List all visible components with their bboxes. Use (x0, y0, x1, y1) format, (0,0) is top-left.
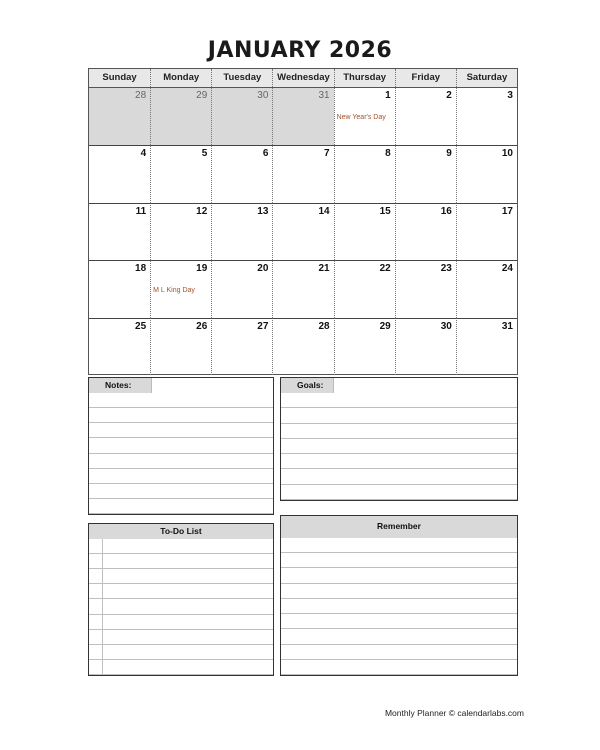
ruled-line[interactable] (281, 454, 517, 469)
remember-header: Remember (281, 516, 517, 538)
day-number: 27 (257, 320, 269, 332)
day-number: 14 (318, 205, 330, 217)
day-number: 9 (446, 148, 452, 160)
weekday-tuesday: Tuesday (211, 69, 272, 87)
ruled-line[interactable] (281, 660, 517, 675)
holiday-label: M L King Day (153, 287, 195, 295)
day-number: 8 (385, 148, 391, 160)
remember-box (280, 515, 518, 676)
ruled-line[interactable] (281, 485, 517, 500)
day-cell (456, 145, 517, 202)
ruled-line[interactable] (89, 569, 273, 584)
day-cell (150, 145, 211, 202)
day-number: 16 (440, 205, 452, 217)
todo-checkbox[interactable] (89, 584, 103, 598)
day-cell (334, 318, 395, 375)
day-number: 7 (324, 148, 330, 160)
todo-checkbox[interactable] (89, 630, 103, 644)
ruled-line[interactable] (89, 554, 273, 569)
ruled-line[interactable] (89, 645, 273, 660)
prev-month-day-cell (150, 88, 211, 145)
day-cell (456, 260, 517, 317)
remember-lines (281, 538, 517, 675)
month-calendar (88, 68, 518, 375)
day-cell (211, 145, 272, 202)
ruled-line[interactable] (89, 539, 273, 554)
weekday-sunday: Sunday (89, 69, 150, 87)
day-number: 20 (257, 263, 269, 275)
weekday-saturday: Saturday (456, 69, 517, 87)
day-cell (89, 260, 150, 317)
goals-label: Goals: (297, 380, 324, 390)
day-cell (89, 203, 150, 260)
day-cell (211, 260, 272, 317)
day-cell (272, 260, 333, 317)
ruled-line[interactable] (89, 469, 273, 484)
todo-checkbox[interactable] (89, 660, 103, 674)
todo-checkbox[interactable] (89, 554, 103, 568)
day-number: 13 (257, 205, 269, 217)
ruled-line[interactable] (89, 408, 273, 423)
day-cell (211, 203, 272, 260)
day-cell (395, 88, 456, 145)
notes-header (89, 378, 273, 393)
ruled-line[interactable] (89, 599, 273, 614)
day-cell (150, 260, 211, 317)
prev-month-day-cell (211, 88, 272, 145)
day-cell (150, 318, 211, 375)
day-number: 28 (135, 90, 147, 101)
ruled-line[interactable] (89, 499, 273, 514)
page-title: JANUARY 2026 (207, 38, 393, 63)
ruled-line[interactable] (281, 599, 517, 614)
ruled-line[interactable] (281, 408, 517, 423)
day-number: 18 (135, 263, 147, 275)
day-number: 11 (135, 205, 147, 217)
day-cell (334, 145, 395, 202)
ruled-line[interactable] (281, 553, 517, 568)
ruled-line[interactable] (89, 423, 273, 438)
todo-checkbox[interactable] (89, 569, 103, 583)
weekday-header-row (89, 69, 517, 88)
day-number: 5 (201, 148, 208, 160)
day-cell (395, 203, 456, 260)
day-number: 29 (196, 90, 208, 101)
notes-box (88, 377, 274, 515)
day-number: 31 (501, 320, 513, 332)
todo-header: To-Do List (89, 524, 273, 539)
day-number: 24 (501, 263, 513, 275)
day-cell (395, 260, 456, 317)
day-cell (334, 203, 395, 260)
day-cell (150, 203, 211, 260)
day-number: 12 (196, 205, 208, 217)
weekday-wednesday: Wednesday (272, 69, 333, 87)
day-number: 31 (318, 90, 330, 101)
weekday-thursday: Thursday (334, 69, 395, 87)
day-cell (395, 318, 456, 375)
day-cell (211, 318, 272, 375)
day-number: 3 (507, 90, 513, 101)
day-number: 2 (446, 90, 452, 101)
day-cell (456, 318, 517, 375)
day-number: 25 (135, 320, 147, 332)
goals-lines (281, 393, 517, 500)
day-number: 23 (440, 263, 452, 275)
ruled-line[interactable] (281, 439, 517, 454)
ruled-line[interactable] (281, 424, 517, 439)
day-number: 29 (379, 320, 391, 332)
day-number: 10 (501, 148, 513, 160)
day-cell (272, 145, 333, 202)
day-cell (272, 203, 333, 260)
ruled-line[interactable] (281, 645, 517, 660)
day-number: 1 (385, 90, 391, 101)
todo-box (88, 523, 274, 676)
ruled-line[interactable] (89, 438, 273, 453)
todo-checkbox[interactable] (89, 539, 103, 553)
calendar-grid (89, 88, 517, 375)
prev-month-day-cell (272, 88, 333, 145)
ruled-line[interactable] (89, 393, 273, 408)
todo-lines (89, 539, 273, 675)
ruled-line[interactable] (89, 630, 273, 645)
ruled-line[interactable] (281, 469, 517, 484)
ruled-line[interactable] (281, 614, 517, 629)
ruled-line[interactable] (89, 660, 273, 675)
day-cell (334, 260, 395, 317)
ruled-line[interactable] (89, 454, 273, 469)
notes-label: Notes: (105, 380, 132, 390)
day-cell (395, 145, 456, 202)
day-cell (89, 145, 150, 202)
day-number: 4 (140, 148, 147, 160)
day-cell (334, 88, 395, 145)
day-cell (456, 203, 517, 260)
weekday-friday: Friday (395, 69, 456, 87)
footer-credit: Monthly Planner © calendarlabs.com (384, 708, 524, 718)
day-number: 17 (501, 205, 513, 217)
ruled-line[interactable] (89, 615, 273, 630)
day-number: 30 (257, 90, 269, 101)
ruled-line[interactable] (281, 629, 517, 644)
day-cell (456, 88, 517, 145)
goals-header (281, 378, 517, 393)
day-number: 26 (196, 320, 208, 332)
todo-checkbox[interactable] (89, 599, 103, 613)
ruled-line[interactable] (281, 568, 517, 583)
ruled-line[interactable] (281, 538, 517, 553)
goals-box (280, 377, 518, 501)
ruled-line[interactable] (281, 393, 517, 408)
day-number: 19 (196, 263, 208, 275)
day-number: 21 (318, 263, 330, 275)
holiday-label: New Year's Day (336, 114, 386, 121)
ruled-line[interactable] (281, 584, 517, 599)
day-number: 28 (318, 320, 330, 332)
weekday-monday: Monday (150, 69, 211, 87)
notes-lines (89, 393, 273, 514)
ruled-line[interactable] (89, 484, 273, 499)
day-number: 15 (379, 205, 391, 217)
day-cell (272, 318, 333, 375)
day-cell (89, 318, 150, 375)
todo-checkbox[interactable] (89, 645, 103, 659)
prev-month-day-cell (89, 88, 150, 145)
day-number: 30 (440, 320, 452, 332)
ruled-line[interactable] (89, 584, 273, 599)
day-number: 6 (262, 148, 269, 160)
day-number: 22 (379, 263, 391, 275)
todo-checkbox[interactable] (89, 615, 103, 629)
